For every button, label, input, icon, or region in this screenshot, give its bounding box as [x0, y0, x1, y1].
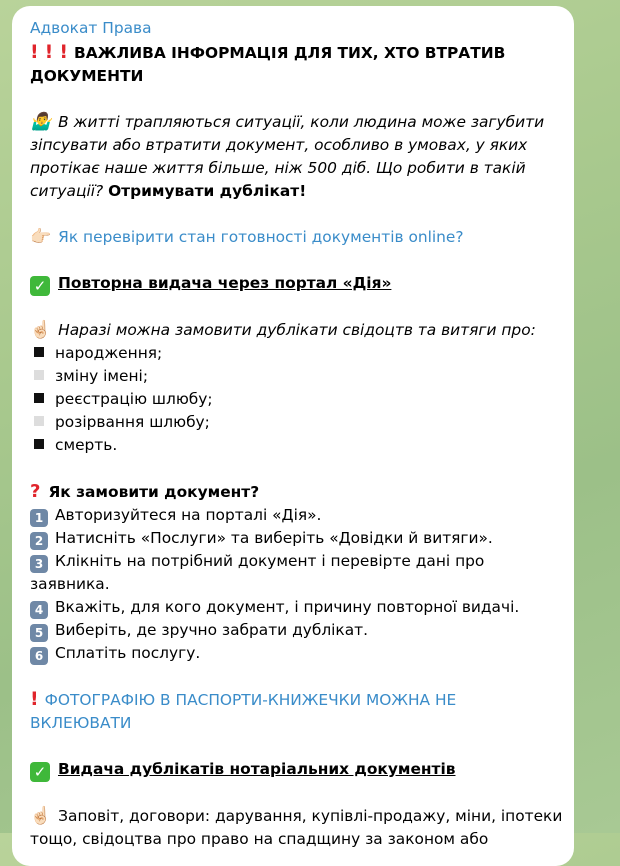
keycap-icon: 4: [30, 601, 48, 619]
black-square-icon: [34, 439, 44, 449]
step-5: 5 Виберіть, де зручно забрати дублікат.: [30, 619, 556, 642]
white-square-icon: [34, 416, 44, 426]
list-item: реєстрацію шлюбу;: [30, 388, 556, 411]
step-2: 2 Натисніть «Послуги» та виберіть «Довідки й витяги».: [30, 527, 556, 550]
pointing-up-icon: ☝🏻: [30, 806, 52, 826]
intro-line-2: зіпсувати або втратити документ, особливо в умовах, у яких: [30, 136, 528, 154]
notary-line-2: тощо, свідоцтва про право на спадщину за законом або: [30, 830, 489, 848]
check-mark-icon: ✓: [30, 762, 50, 782]
intro-bold-tail: Отримувати дублікат!: [108, 182, 307, 200]
list-item: народження;: [30, 342, 556, 365]
step-1: 1 Авторизуйтеся на порталі «Дія».: [30, 504, 556, 527]
channel-name[interactable]: Адвокат Права: [30, 19, 152, 37]
notary-line-1: ☝🏻 Заповіт, договори: дарування, купівлі-продажу, міни, іпотеки: [30, 806, 563, 826]
intro-line-4: ситуації? Отримувати дублікат!: [30, 182, 307, 200]
step-4: 4 Вкажіть, для кого документ, і причину повторної видачі.: [30, 596, 556, 619]
keycap-icon: 6: [30, 647, 48, 665]
step-3: 3 Клікніть на потрібний документ і перевірте дані про: [30, 550, 556, 573]
headline-line-2: ДОКУМЕНТИ: [30, 67, 144, 85]
message-bubble: [12, 6, 574, 866]
photo-link-row[interactable]: [30, 688, 556, 712]
keycap-icon: 2: [30, 532, 48, 550]
black-square-icon: [34, 393, 44, 403]
list-item: зміну імені;: [30, 365, 556, 388]
headline-line-1: ! ! ! ВАЖЛИВА ІНФОРМАЦІЯ ДЛЯ ТИХ, ХТО ВТРАТИВ: [30, 41, 506, 63]
check-mark-icon: ✓: [30, 276, 50, 296]
intro-line-1: 🤷‍♂️ В житті трапляються ситуації, коли людина може загубити: [30, 112, 545, 132]
how-title: ? Як замовити документ?: [30, 481, 260, 502]
keycap-icon: 1: [30, 509, 48, 527]
status-link-row[interactable]: [30, 226, 556, 249]
keycap-icon: 3: [30, 555, 48, 573]
photo-link-cont[interactable]: ВКЛЕЮВАТИ: [30, 714, 132, 732]
status-link[interactable]: Як перевірити стан готовності документів online?: [58, 228, 464, 246]
section-diia-title: ✓ Повторна видача через портал «Дія»: [30, 272, 556, 296]
keycap-icon: 5: [30, 624, 48, 642]
section-notary-title: ✓ Видача дублікатів нотаріальних документів: [30, 758, 556, 782]
question-mark-icon: ?: [30, 481, 41, 502]
black-square-icon: [34, 347, 44, 357]
step-6: 6 Сплатіть послугу.: [30, 642, 556, 665]
exclamation-icon: !: [59, 41, 69, 63]
exclamation-icon: !: [30, 688, 39, 710]
photo-link[interactable]: ФОТОГРАФІЮ В ПАСПОРТИ-КНИЖЕЧКИ МОЖНА НЕ: [44, 691, 457, 709]
pointing-up-icon: ☝🏻: [30, 320, 52, 340]
diia-intro: ☝🏻 Наразі можна замовити дублікати свідоцтв та витяги про:: [30, 320, 536, 340]
exclamation-icon: !: [30, 41, 39, 63]
step-3-cont: заявника.: [30, 575, 110, 593]
list-item: смерть.: [30, 434, 556, 457]
man-shrugging-icon: 🤷‍♂️: [30, 112, 52, 132]
list-item: розірвання шлюбу;: [30, 411, 556, 434]
intro-line-3: протікає наше життя більше, ніж 500 діб. Що робити в такій: [30, 159, 526, 177]
white-square-icon: [34, 370, 44, 380]
pointing-right-icon: 👉🏻: [30, 227, 52, 247]
exclamation-icon: !: [44, 41, 54, 63]
